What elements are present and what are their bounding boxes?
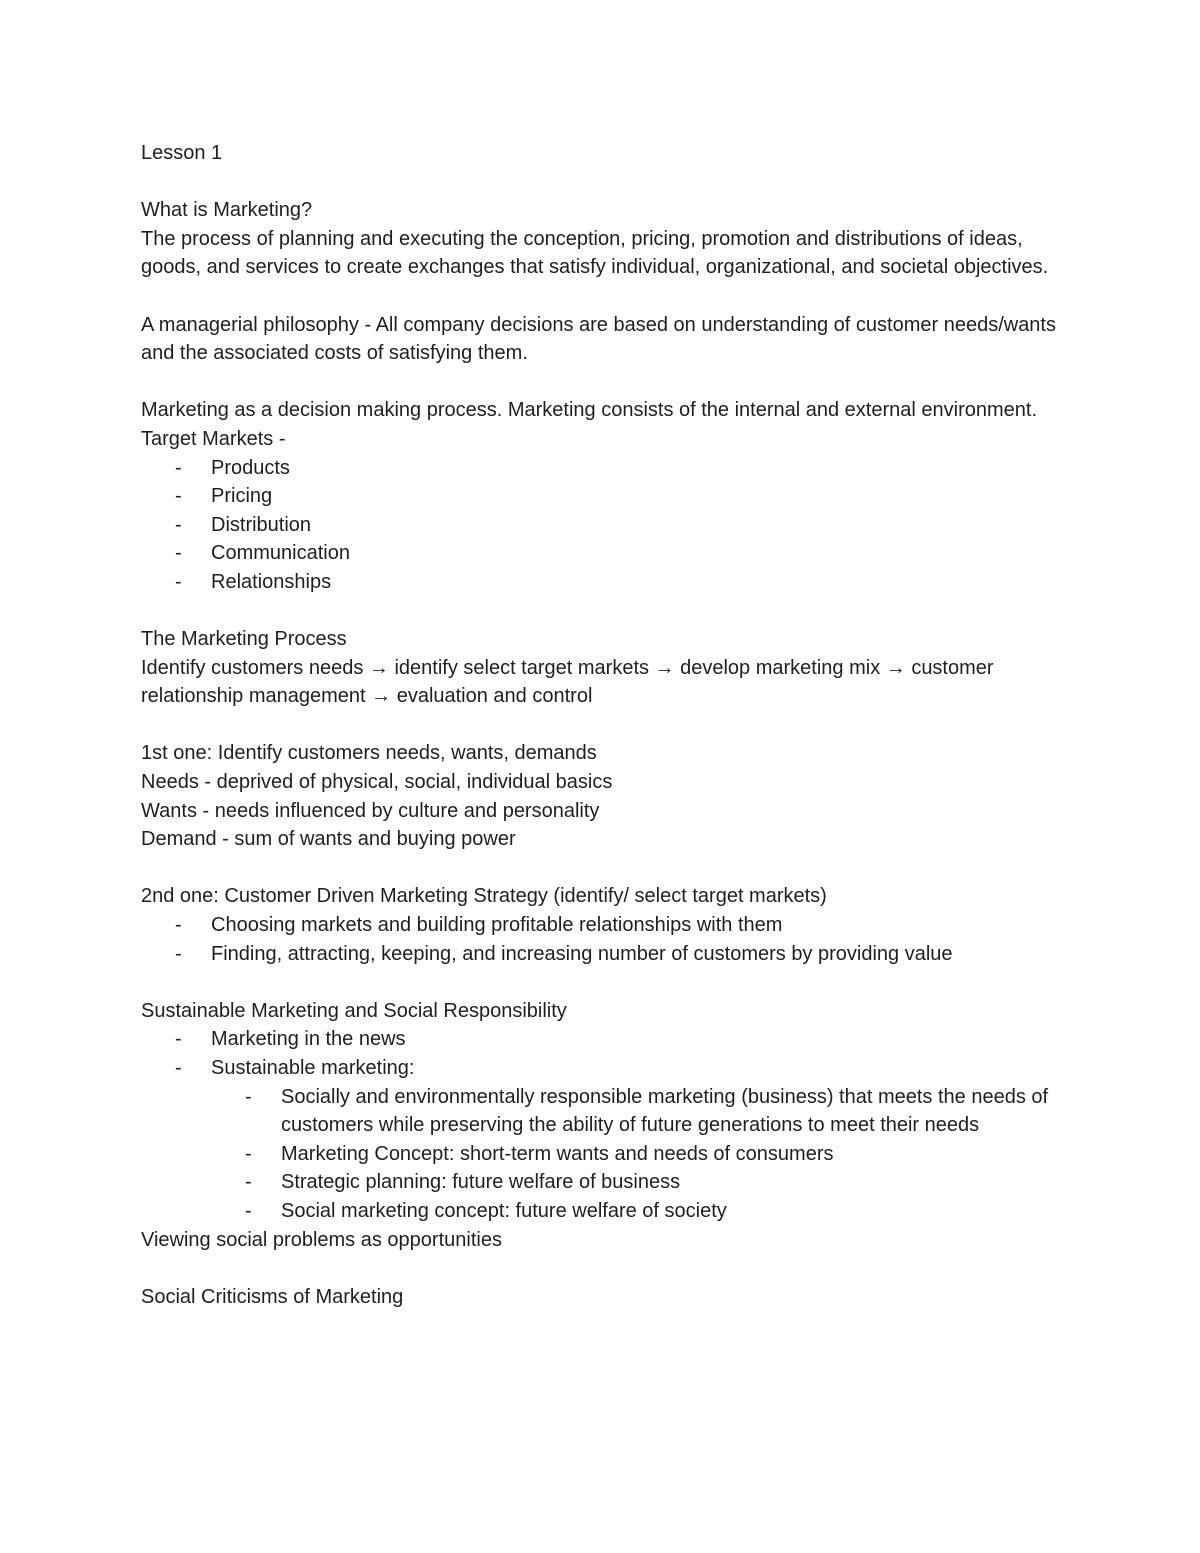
dash-bullet: - xyxy=(175,942,182,965)
list-item xyxy=(141,1054,1071,1226)
dash-bullet: - xyxy=(245,1171,252,1194)
wants-definition: Wants - needs influenced by culture and personality xyxy=(141,799,600,822)
target-markets-heading: Target Markets - xyxy=(141,427,286,450)
list-item xyxy=(141,1025,1071,1054)
marketing-definition: The process of planning and executing the conception, pricing, promotion and distributions of ideas, goods, and services to create exchanges that satisfy individual, organizational, and societal objectives. xyxy=(141,227,1049,279)
second-step-list xyxy=(141,911,1071,968)
spacer xyxy=(141,711,1071,740)
list-item xyxy=(141,940,1071,969)
lesson-title: Lesson 1 xyxy=(141,142,223,164)
spacer xyxy=(141,968,1071,997)
dash-bullet: - xyxy=(245,1199,252,1222)
second-step-heading: 2nd one: Customer Driven Marketing Strategy (identify/ select target markets) xyxy=(141,885,827,908)
social-problems-line: Viewing social problems as opportunities xyxy=(141,1228,502,1251)
dash-bullet: - xyxy=(175,1057,182,1079)
list-item-text: Relationships xyxy=(211,570,332,593)
dash-bullet: - xyxy=(175,456,182,479)
spacer xyxy=(141,282,1071,311)
sub-list-item xyxy=(211,1140,1071,1169)
sub-list-item-text: Marketing Concept: short-term wants and needs of consumers xyxy=(281,1142,834,1165)
first-step-heading: 1st one: Identify customers needs, wants, demands xyxy=(141,742,597,765)
list-item-text: Choosing markets and building profitable relationships with them xyxy=(211,914,783,937)
list-item-text: Products xyxy=(211,456,290,479)
sub-list-item xyxy=(211,1083,1071,1140)
managerial-philosophy-paragraph: A managerial philosophy - All company decisions are based on understanding of customer needs/wants and the associated costs of satisfying them. xyxy=(141,313,1056,365)
spacer xyxy=(141,854,1071,883)
sub-list-item-text: Socially and environmentally responsible marketing (business) that meets the needs of customers while preserving the ability of future generations to meet their needs xyxy=(281,1085,1049,1137)
list-item-text: Distribution xyxy=(211,513,312,536)
document-page xyxy=(141,139,1071,1311)
list-item xyxy=(141,511,1071,540)
dash-bullet: - xyxy=(175,513,182,536)
list-item-text: Marketing in the news xyxy=(211,1028,406,1051)
spacer xyxy=(141,597,1071,626)
sub-list-item-text: Strategic planning: future welfare of business xyxy=(281,1171,681,1194)
demand-definition: Demand - sum of wants and buying power xyxy=(141,828,516,851)
sub-list-item xyxy=(211,1197,1071,1226)
spacer xyxy=(141,168,1071,197)
list-item xyxy=(141,539,1071,568)
needs-definition: Needs - deprived of physical, social, individual basics xyxy=(141,771,613,794)
spacer xyxy=(141,368,1071,397)
dash-bullet: - xyxy=(175,570,182,593)
dash-bullet: - xyxy=(175,1028,182,1051)
sustainable-sublist xyxy=(211,1083,1071,1226)
dash-bullet: - xyxy=(175,485,182,508)
list-item xyxy=(141,482,1071,511)
list-item-text: Finding, attracting, keeping, and increasing number of customers by providing value xyxy=(211,942,953,965)
sub-list-item xyxy=(211,1168,1071,1197)
sustainable-list xyxy=(141,1025,1071,1225)
section-heading-what-is-marketing: What is Marketing? xyxy=(141,199,313,222)
dash-bullet: - xyxy=(245,1142,252,1165)
target-markets-list xyxy=(141,454,1071,597)
spacer xyxy=(141,1254,1071,1283)
list-item xyxy=(141,568,1071,597)
list-item xyxy=(141,911,1071,940)
list-item-text: Communication xyxy=(211,542,350,565)
decision-process-paragraph: Marketing as a decision making process. Marketing consists of the internal and external environment. xyxy=(141,399,1038,422)
social-criticisms-heading: Social Criticisms of Marketing xyxy=(141,1285,404,1308)
list-item xyxy=(141,454,1071,483)
dash-bullet: - xyxy=(245,1085,252,1108)
sub-list-item-text: Social marketing concept: future welfare of society xyxy=(281,1199,727,1222)
marketing-process-heading: The Marketing Process xyxy=(141,628,347,651)
list-item-text: Sustainable marketing: xyxy=(211,1057,415,1079)
marketing-process-steps: Identify customers needs → identify select target markets → develop marketing mix → customer relationship management → evaluation and control xyxy=(141,656,994,708)
dash-bullet: - xyxy=(175,914,182,937)
sustainable-heading: Sustainable Marketing and Social Responsibility xyxy=(141,999,567,1022)
list-item-text: Pricing xyxy=(211,485,273,508)
dash-bullet: - xyxy=(175,542,182,565)
